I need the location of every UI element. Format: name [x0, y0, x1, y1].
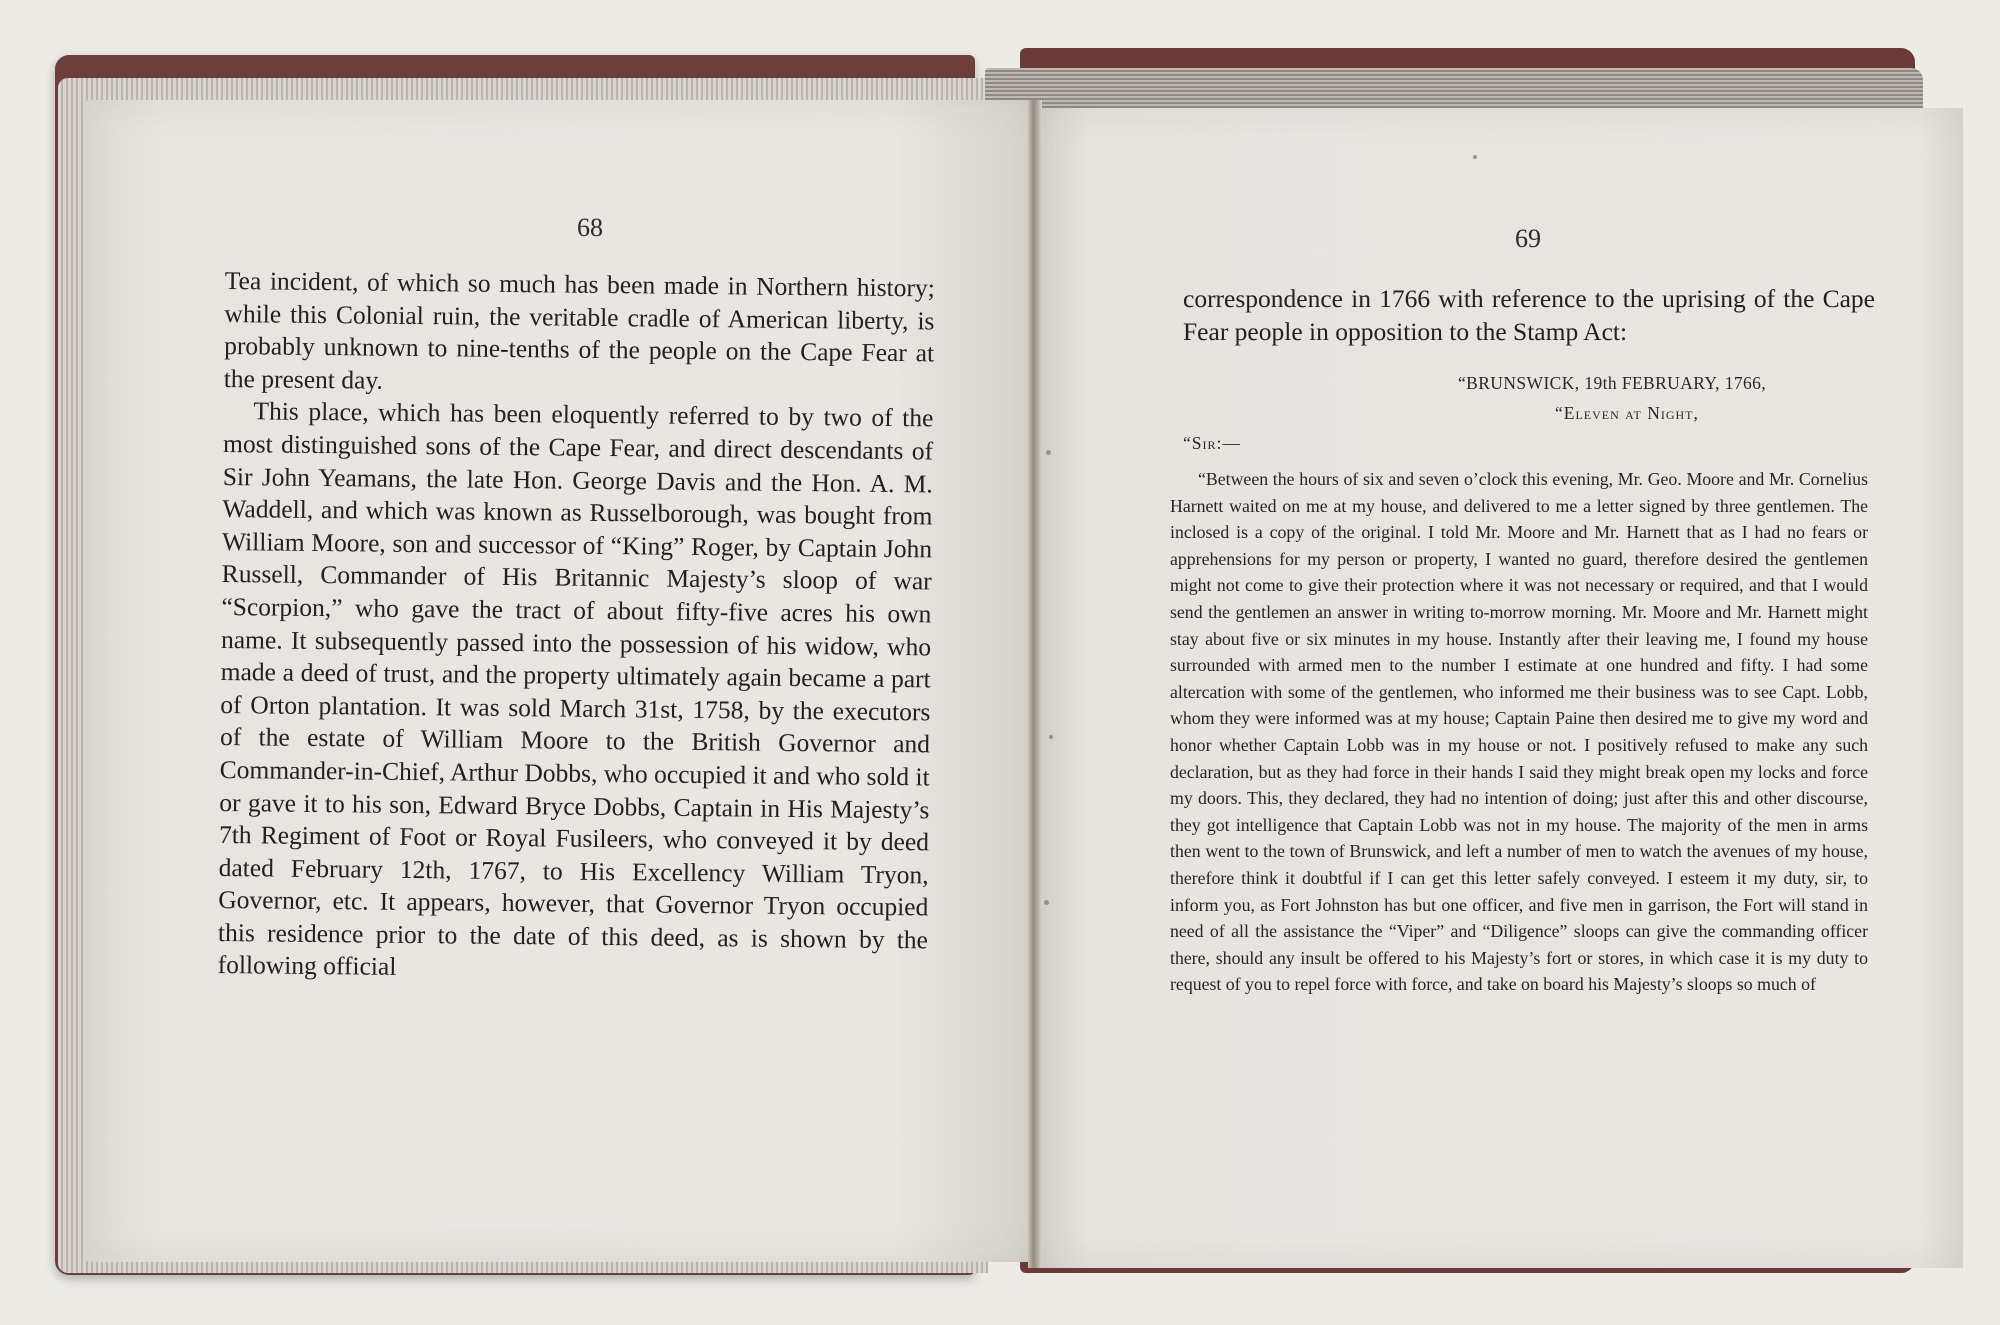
letter-time: “Eleven at Night, [1555, 403, 1699, 423]
right-page-number: 69 [1515, 224, 1541, 253]
left-paragraph-2: This place, which has been eloquently referred to by two of the most distinguished sons of the Cape Fear, and direct descendants of Sir John Yeamans, the late Hon. George Davis and the Hon. A. M. Waddell, and which was known as Russelborough, was bought from William Moore, son and successor of “King” Roger, by Captain John Russell, Commander of His Britannic Majesty’s sloop of war “Scorpion,” who gave the tract of about fifty-five acres his own name. It subsequently passed into the possession of his widow, who made a deed of trust, and the property ultimately again became a part of Orton plantation. It was sold March 31st, 1758, by the executors of the estate of William Moore to the British Governor and Commander-in-Chief, Arthur Dobbs, who occupied it and who sold it or gave it to his son, Edward Bryce Dobbs, Captain in His Majesty’s 7th Regiment of Foot or Royal Fusileers, who conveyed it by deed dated February 12th, 1767, to His Excellency William Tryon, Governor, etc. It appears, however, that Governor Tryon occupied this residence prior to the date of this deed, as is shown by the following official [217, 396, 934, 982]
paper-speck [1049, 735, 1053, 739]
letter-dateline: “BRUNSWICK, 19th FEBRUARY, 1766, [1458, 373, 1767, 393]
left-page-text [217, 265, 934, 989]
left-page-number: 68 [577, 213, 603, 242]
book-gutter [1028, 100, 1042, 1268]
letter-salutation: “Sir:— [1183, 433, 1241, 453]
paper-speck [1046, 450, 1051, 455]
left-paragraph-1: Tea incident, of which so much has been made in Northern history; while this Colonial ruin, the veritable cradle of American liberty, is probably unknown to nine-tenths of the people on the Cape Fear at the present day. [223, 265, 935, 395]
paper-speck [1044, 900, 1049, 905]
letter-body [1170, 466, 1868, 998]
letter-paragraph: “Between the hours of six and seven o’clock this evening, Mr. Geo. Moore and Mr. Cornelius Harnett waited on me at my house, and delivered to me a letter signed by three gentlemen. The inclosed is a copy of the original. I told Mr. Moore and Mr. Harnett that as I had no fears or apprehensions for my person or property, I wanted no guard, therefore desired the gentlemen might not come to give their protection where it was not necessary or required, and that I would send the gentlemen an answer in writing to-morrow morning. Mr. Moore and Mr. Harnett might stay about five or six minutes in my house. Instantly after their leaving me, I found my house surrounded with armed men to the number I estimate at one hundred and fifty. I had some altercation with some of the gentlemen, who informed me their business was to see Capt. Lobb, whom they were informed was at my house; Captain Paine then desired me to give my word and honor whether Captain Lobb was in my house or not. I positively refused to make any such declaration, but as they had force in their hands I said they might break open my locks and force my doors. This, they declared, they had no intention of doing; just after this and other discourse, they got intelligence that Captain Lobb was not in my house. The majority of the men in arms then went to the town of Brunswick, and left a number of men to watch the avenues of my house, therefore think it doubtful if I can get this letter safely conveyed. I esteem it my duty, sir, to inform you, as Fort Johnston has but one officer, and five men in garrison, the Fort will stand in need of all the assistance the “Viper” and “Diligence” sloops can give the commanding officer there, should any insult be offered to his Majesty’s fort or stores, in which case it is my duty to request of you to repel force with force, and take on board his Majesty’s sloops so much of [1170, 469, 1868, 995]
paper-speck [1473, 155, 1477, 159]
right-page-intro: correspondence in 1766 with reference to the uprising of the Cape Fear people in opposition to the Stamp Act: [1183, 284, 1875, 346]
